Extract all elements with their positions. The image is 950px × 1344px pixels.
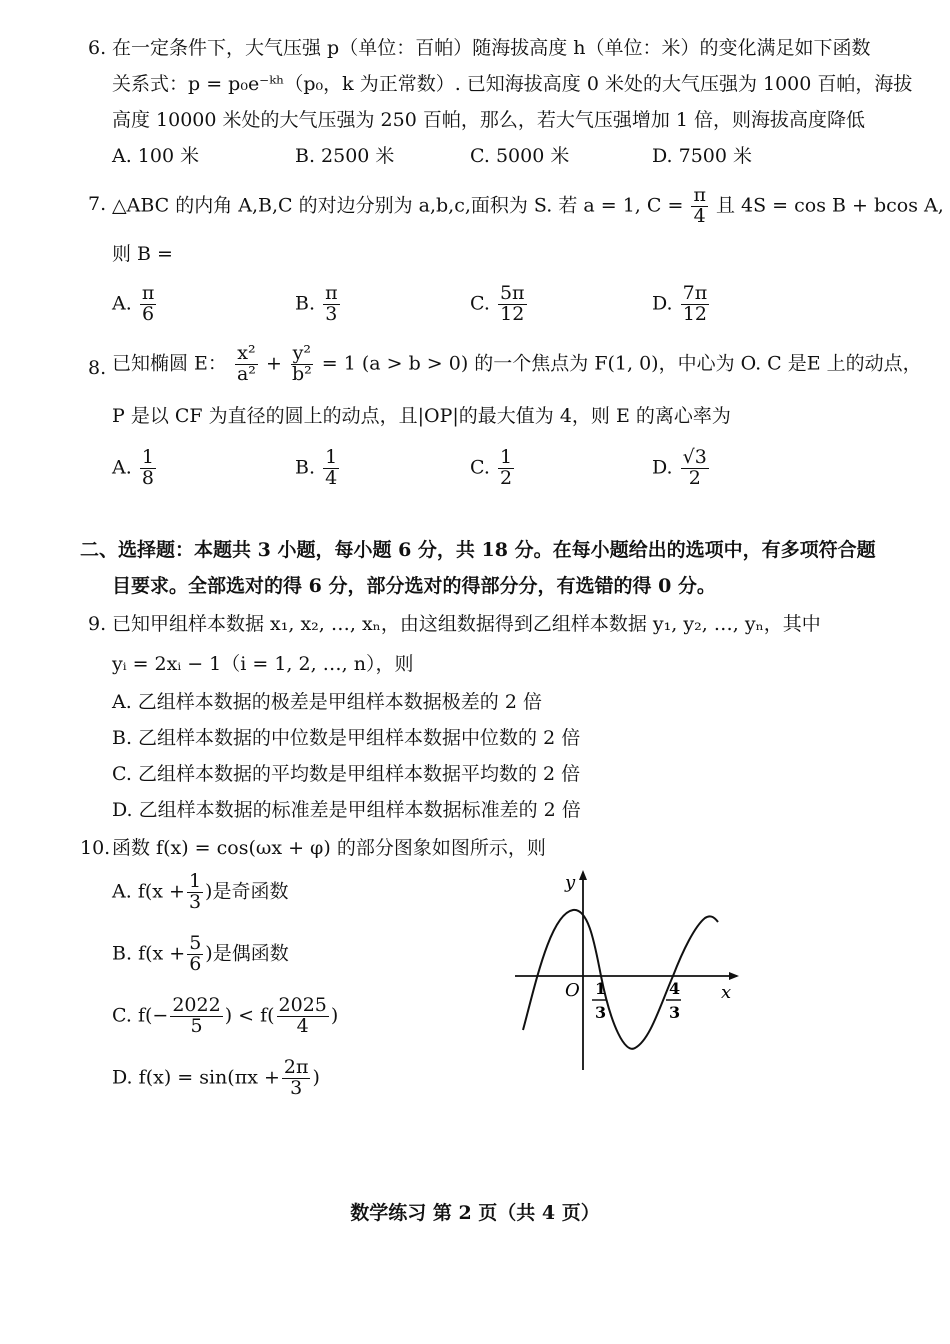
x-axis-label: x — [721, 982, 732, 1003]
q6-option-d: D. 7500 米 — [652, 145, 753, 167]
q8-text-line2: P 是以 CF 为直径的圆上的动点，且|OP|的最大值为 4，则 E 的离心率为 — [112, 405, 731, 427]
q8-text-line1 — [112, 344, 922, 385]
q6-text-line3: 高度 10000 米处的大气压强为 250 百帕，那么，若大气压强增加 1 倍，则海拔高度降低 — [112, 109, 866, 131]
q7-option-d: D. $\frac{7\pi}{12}$ — [652, 282, 708, 325]
q6-option-c: C. 5000 米 — [470, 145, 570, 167]
q10-option-d: D. f(x) = sin(πx + $\frac{2\pi}{3}$ ) — [112, 1056, 320, 1099]
q8-fraction-x: $\frac{\text{x²}}{\text{a²}}$ — [236, 342, 256, 385]
q10-text-line1: 函数 f(x) = cos(ωx + φ) 的部分图象如图所示，则 — [112, 837, 546, 859]
q9-option-a: A. 乙组样本数据的极差是甲组样本数据极差的 2 倍 — [112, 691, 542, 713]
section2-heading-line1: 二、选择题：本题共 3 小题，每小题 6 分，共 18 分。在每小题给出的选项中，有多项符合题 — [80, 539, 876, 561]
y-axis-label: y — [565, 872, 576, 893]
q10-number: 10. — [80, 837, 111, 859]
origin-label: O — [565, 980, 580, 1001]
q9-option-c: C. 乙组样本数据的平均数是甲组样本数据平均数的 2 倍 — [112, 763, 581, 785]
q9-option-d: D. 乙组样本数据的标准差是甲组样本数据标准差的 2 倍 — [112, 799, 581, 821]
q8-option-d: D. $\frac{√3}{2}$ — [652, 446, 707, 489]
y-axis-arrow — [579, 870, 587, 880]
tick-4-3-num: 4 — [669, 979, 681, 998]
q7-option-c: C. $\frac{5\pi}{12}$ — [470, 282, 525, 325]
q9-option-b: B. 乙组样本数据的中位数是甲组样本数据中位数的 2 倍 — [112, 727, 581, 749]
q7-option-a: A. $\frac{\pi}{6}$ — [112, 282, 155, 325]
q8-text-part1: 已知椭圆 E： — [112, 352, 227, 375]
q8-option-c: C. $\frac{1}{2}$ — [470, 446, 513, 489]
q7-text-part1: △ABC 的内角 A,B,C 的对边分别为 a,b,c,面积为 S. 若 a = 1, C = — [112, 194, 684, 217]
q6-option-b: B. 2500 米 — [295, 145, 395, 167]
page-footer: 数学练习 第 2 页（共 4 页） — [350, 1202, 600, 1224]
q10-option-c: C. f(− $\frac{2022}{5}$ ) < f( $\frac{2025}{4}$ ) — [112, 994, 339, 1037]
q7-number: 7. — [88, 193, 107, 215]
q7-option-b: B. $\frac{\pi}{3}$ — [295, 282, 338, 325]
tick-4-3-den: 3 — [669, 1003, 681, 1022]
q7-text-line2: 则 B = — [112, 243, 173, 265]
q8-number: 8. — [88, 357, 107, 379]
q6-text-line1: 在一定条件下，大气压强 p（单位：百帕）随海拔高度 h（单位：米）的变化满足如下函数 — [112, 37, 871, 59]
q6-number: 6. — [88, 37, 107, 59]
q6-option-a: A. 100 米 — [112, 145, 200, 167]
tick-1-3-den: 3 — [595, 1003, 607, 1022]
cosine-graph — [505, 866, 745, 1076]
q8-option-b: B. $\frac{1}{4}$ — [295, 446, 338, 489]
tick-1-3-num: 1 — [595, 979, 607, 998]
q8-option-a: A. $\frac{1}{8}$ — [112, 446, 154, 489]
q10-option-a: A. f(x + $\frac{1}{3}$ )是奇函数 — [112, 870, 289, 913]
q10-option-b: B. f(x + $\frac{5}{6}$ )是偶函数 — [112, 932, 289, 975]
q9-text-line2: yᵢ = 2xᵢ − 1（i = 1, 2, …, n），则 — [112, 653, 414, 675]
q8-fraction-y: $\frac{\text{y²}}{\text{b²}}$ — [291, 342, 312, 385]
section2-heading-line2: 目要求。全部选对的得 6 分，部分选对的得部分分，有选错的得 0 分。 — [112, 575, 716, 597]
q9-number: 9. — [88, 613, 107, 635]
q7-text-part2: 且 4S = cos B + bcos A, — [715, 194, 944, 217]
x-axis-arrow — [729, 972, 739, 980]
q6-text-line2: 关系式：p = p₀e⁻ᵏʰ（p₀，k 为正常数）. 已知海拔高度 0 米处的大气压强为 1000 百帕，海拔 — [112, 73, 913, 95]
q8-text-part2: = 1 (a > b > 0) 的一个焦点为 F(1, 0)，中心为 O. C 是E 上的动点， — [321, 352, 922, 375]
q7-fraction-c: $\frac{\pi}{4}$ — [693, 184, 706, 227]
q7-text-line1 — [112, 186, 944, 227]
q9-text-line1: 已知甲组样本数据 x₁, x₂, …, xₙ，由这组数据得到乙组样本数据 y₁, y₂, …, yₙ，其中 — [112, 613, 821, 635]
q8-plus: + — [265, 352, 282, 375]
cosine-curve — [523, 910, 718, 1049]
